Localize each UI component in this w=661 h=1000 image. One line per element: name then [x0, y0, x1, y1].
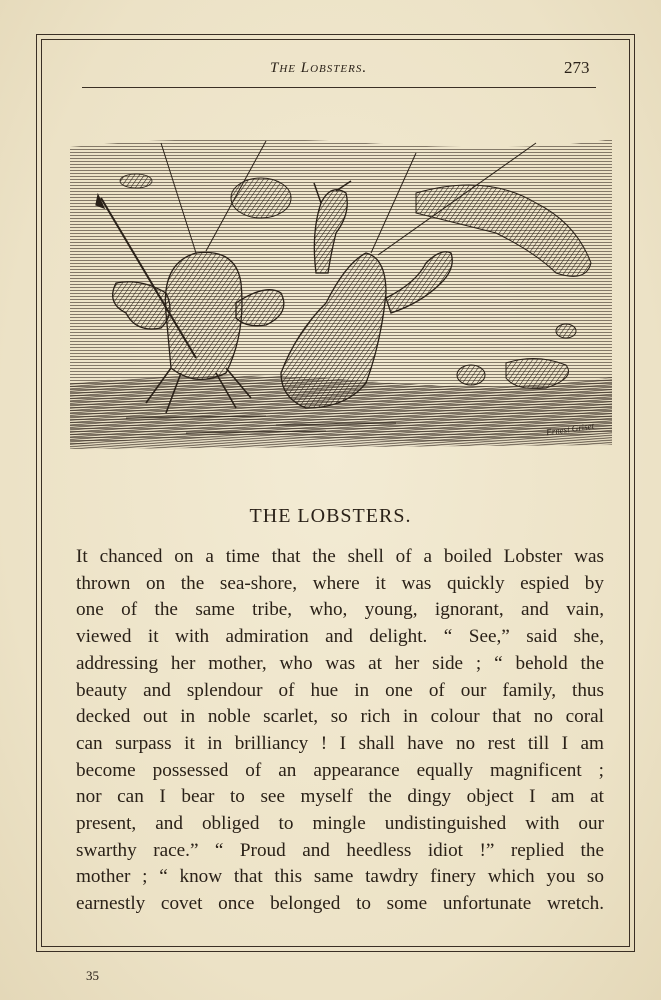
story-line: nor can I bear to see myself the dingy object I am at: [76, 786, 604, 808]
story-line: one of the same tribe, who, young, ignorant, and vain,: [76, 599, 604, 621]
signature-mark: 35: [86, 968, 99, 983]
story-line: mother ; “ know that this same tawdry finery which you so: [76, 866, 604, 888]
story-title: THE LOBSTERS.: [249, 505, 412, 527]
story-line: earnestly covet once belonged to some unfortunate wretch.: [76, 893, 604, 915]
engraver-signature: Ernest Griset: [545, 420, 595, 438]
story-line: addressing her mother, who was at her side ; “ behold the: [76, 652, 604, 674]
story-line: thrown on the sea-shore, where it was quickly espied by: [76, 572, 604, 594]
page-number: 273: [564, 58, 590, 77]
running-head: The Lobsters.: [270, 60, 368, 76]
story-line: viewed it with admiration and delight. “ See,” said she,: [76, 626, 604, 648]
lobsters-engraving: [66, 133, 616, 455]
story-line: become possessed of an appearance equally magnificent ;: [76, 759, 604, 781]
story-line: decked out in noble scarlet, so rich in colour that no coral: [76, 706, 604, 728]
story-line: swarthy race.” “ Proud and heedless idiot !” replied the: [76, 839, 604, 861]
story-line: present, and obliged to mingle undistinguished with our: [76, 813, 604, 835]
story-body: [76, 544, 604, 918]
header-rule: [82, 87, 596, 88]
story-line: It chanced on a time that the shell of a boiled Lobster was: [76, 546, 604, 567]
story-line: beauty and splendour of hue in one of our family, thus: [76, 679, 604, 701]
story-line: can surpass it in brilliancy ! I shall have no rest till I am: [76, 732, 604, 754]
